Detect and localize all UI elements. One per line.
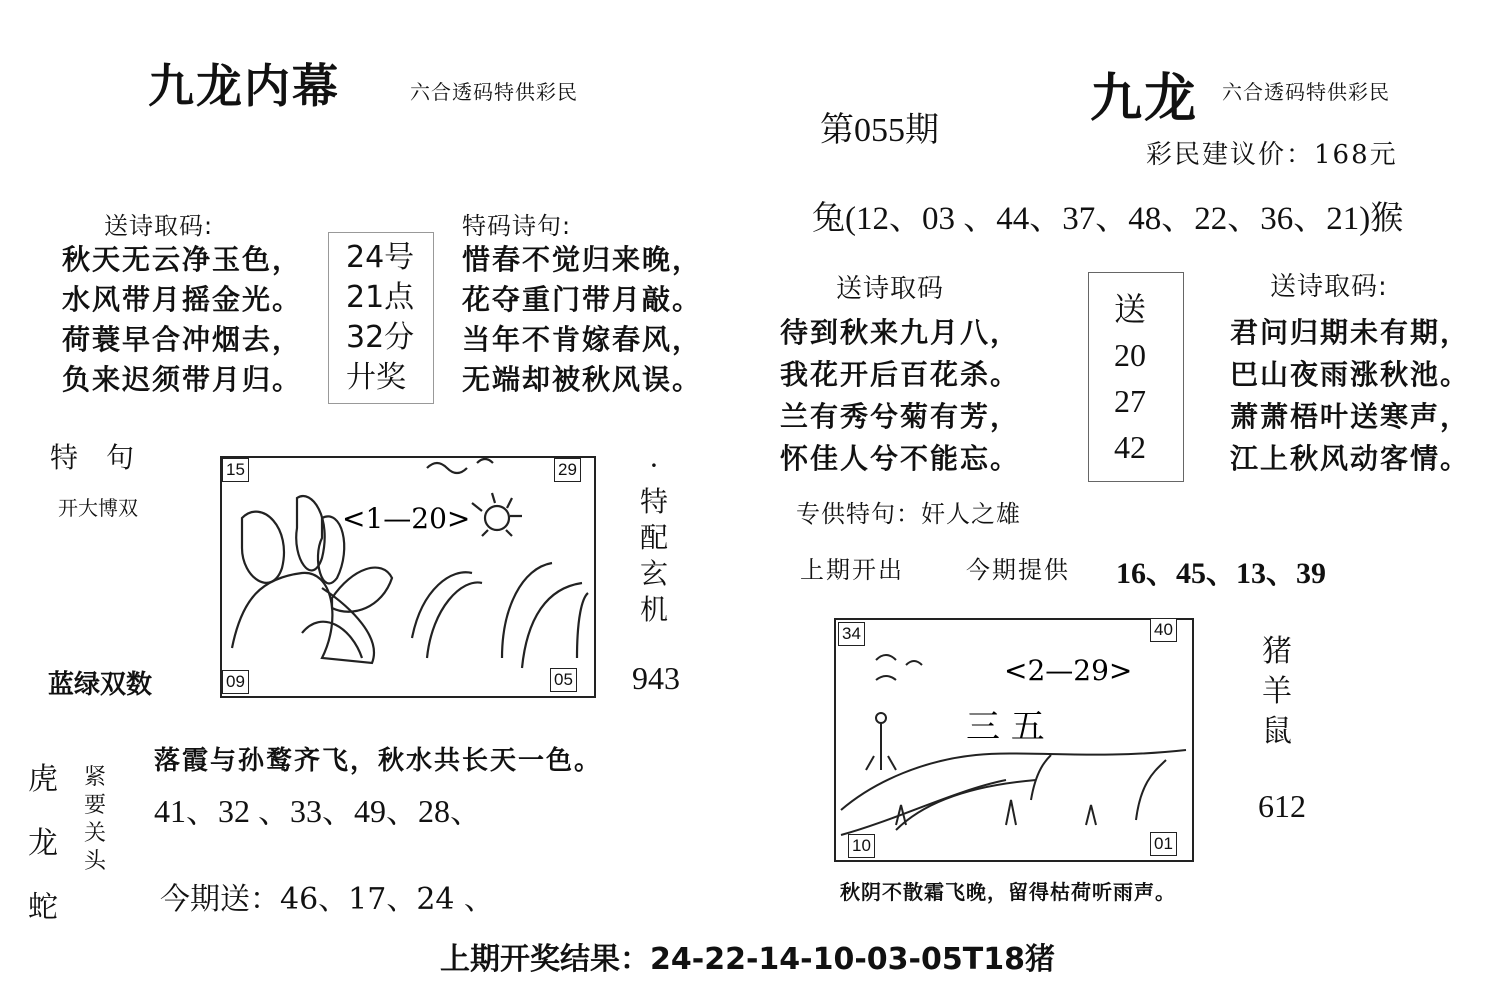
poem-line: 巴山夜雨涨秋池。 [1230, 358, 1471, 391]
issue-number: 第055期 [820, 112, 939, 149]
right-poem2-heading: 送诗取码: [1270, 272, 1388, 302]
poem-line: 负来迟须带月归。 [62, 363, 303, 396]
left-sketch-text: <1—20> [342, 502, 471, 535]
left-poem1 [62, 240, 302, 400]
this-issue-numbers: 16、45、13、39 [1116, 557, 1326, 590]
vertical-char: 特 [640, 485, 669, 518]
draw-info-line: 廾奖 [346, 360, 406, 395]
vertical-char: 羊 [1262, 674, 1292, 709]
corner-number: 01 [1150, 832, 1177, 856]
left-sketch [222, 458, 590, 692]
zodiac-vertical [28, 748, 58, 940]
today-send: 今期送：46、17、24 、 [160, 882, 495, 917]
color-text: 蓝绿双数 [48, 670, 153, 700]
left-poem1-heading: 送诗取码: [104, 212, 214, 240]
corner-number: 34 [838, 622, 865, 646]
right-sketch-text: <2—29> [1004, 654, 1133, 687]
vertical-char: 机 [640, 593, 669, 626]
left-numbers: 41、32 、33、49、28、 [154, 793, 483, 829]
special-phrase [796, 494, 1021, 529]
special-text: 开大博双 [58, 496, 138, 520]
corner-number: 10 [848, 834, 875, 858]
send-box-line: 42 [1114, 429, 1146, 465]
vertical-char: 龙 [28, 826, 58, 861]
send-box-line: 20 [1114, 337, 1146, 373]
vertical-char: 紧 [84, 765, 107, 790]
price: 彩民建议价：168元 [1146, 140, 1398, 170]
vertical-char: 配 [640, 521, 669, 554]
draw-info-line: 32分 [346, 320, 415, 355]
this-issue-label: 今期提供 [966, 556, 1070, 584]
vertical-char: 鼠 [1262, 714, 1292, 749]
poem-line: 江上秋风动客情。 [1230, 442, 1471, 475]
poem-line: 待到秋来九月八， [780, 316, 1021, 349]
right-poem2 [1230, 312, 1470, 480]
left-side-number: 943 [632, 660, 680, 696]
corner-number: 15 [222, 458, 249, 482]
draw-info-line: 21点 [346, 280, 415, 315]
right-subtitle: 六合透码特供彩民 [1222, 80, 1390, 104]
left-poem2-heading: 特码诗句: [462, 212, 572, 240]
right-sketch-chars: 三 五 [966, 707, 1045, 747]
poem-line: 荷蓑早合冲烟去， [62, 323, 303, 356]
special-label: 特 句 [50, 441, 135, 474]
poem-line: 无端却被秋风误。 [462, 363, 703, 396]
send-box-line: 送 [1114, 291, 1147, 327]
poem-line: 当年不肯嫁春风， [462, 323, 703, 356]
vertical-char: 虎 [28, 762, 58, 797]
zodiac-range: 兔(12、03 、44、37、48、22、36、21)猴 [812, 201, 1404, 237]
special-phrase-label: 专供特句： [796, 500, 921, 528]
footer-result: 上期开奖结果：24-22-14-10-03-05T18猪 [440, 942, 1055, 977]
poem-line: 惜春不觉归来晚， [462, 243, 703, 276]
poem-line: 花夺重门带月敲。 [462, 283, 703, 316]
left-title: 九龙内幕 [148, 59, 340, 113]
corner-number: 40 [1150, 618, 1177, 642]
special-phrase-text: 奸人之雄 [921, 500, 1021, 528]
vertical-char: · [649, 449, 659, 482]
draw-info [346, 238, 414, 398]
corner-number: 29 [554, 458, 581, 482]
right-caption: 秋阴不散霜飞晚，留得枯荷听雨声。 [840, 880, 1176, 904]
poem-line: 兰有秀兮菊有芳， [780, 400, 1021, 433]
vertical-char: 头 [84, 849, 107, 874]
send-box-line: 27 [1114, 383, 1146, 419]
right-side-vertical [1262, 632, 1292, 752]
key-vertical [84, 764, 106, 876]
right-poem1 [780, 312, 1020, 480]
vertical-char: 玄 [640, 557, 669, 590]
corner-number: 09 [222, 670, 249, 694]
poem-line: 秋天无云净玉色， [62, 243, 303, 276]
right-sketch [836, 620, 1188, 856]
poem-line: 我花开后百花杀。 [780, 358, 1021, 391]
poem-line: 怀佳人兮不能忘。 [780, 442, 1021, 475]
send-box-content [1114, 286, 1146, 470]
draw-info-line: 24号 [346, 240, 415, 275]
vertical-char: 猪 [1262, 634, 1292, 669]
corner-number: 05 [550, 668, 577, 692]
vertical-char: 要 [84, 793, 107, 818]
left-subtitle: 六合透码特供彩民 [410, 80, 578, 104]
left-poem2 [462, 240, 702, 400]
left-side-vertical [640, 448, 668, 628]
poem-line: 萧萧梧叶送寒声， [1230, 400, 1471, 433]
right-side-number: 612 [1258, 788, 1306, 824]
last-issue-label: 上期开出 [800, 556, 904, 584]
poem-line: 君问归期未有期， [1230, 316, 1471, 349]
right-title: 九龙 [1090, 68, 1199, 129]
left-verse: 落霞与孙鹜齐飞，秋水共长天一色。 [154, 746, 603, 776]
poem-line: 水风带月摇金光。 [62, 283, 303, 316]
vertical-char: 关 [84, 821, 107, 846]
right-poem1-heading: 送诗取码 [836, 274, 945, 304]
vertical-char: 蛇 [28, 890, 58, 925]
